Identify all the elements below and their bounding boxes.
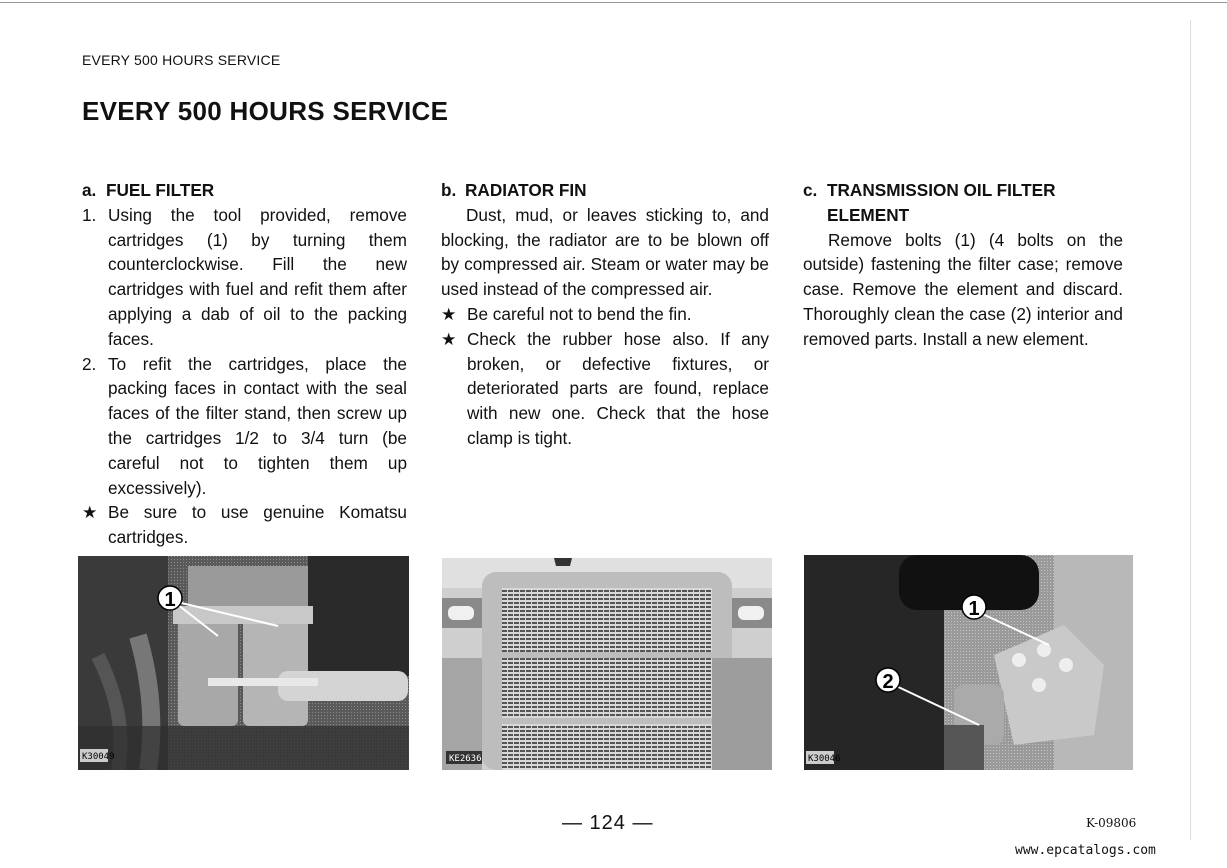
- page-number: — 124 —: [562, 812, 654, 834]
- section-letter: a.: [82, 180, 97, 200]
- running-head: EVERY 500 HOURS SERVICE: [82, 52, 281, 68]
- document-number: K-09806: [1086, 816, 1137, 830]
- section-paragraph: Remove bolts (1) (4 bolts on the outside) fastening the filter case; remove case. Remove the element and discard. Thoroughly clean the case (2) interior and removed parts. Install a new element.: [803, 229, 1123, 349]
- list-item: [441, 327, 769, 451]
- section-heading: [82, 178, 407, 203]
- list-item: [82, 500, 407, 550]
- section-letter: b.: [441, 180, 457, 200]
- item-text: Using the tool provided, remove cartridges (1) by turning them counterclockwise. Fill the new cartridges with fuel and refit them after applying a dab of oil to the packing faces.: [108, 204, 407, 349]
- section-title: RADIATOR FIN: [465, 180, 587, 200]
- section-radiator-fin: [441, 178, 769, 451]
- star-icon: ★: [441, 303, 457, 324]
- photo-code: K30049: [82, 752, 115, 762]
- callout-1: 1: [968, 598, 980, 620]
- item-marker: 2.: [82, 353, 97, 374]
- radiator-photo: [442, 558, 772, 772]
- callout-1: 1: [164, 589, 176, 611]
- section-paragraph: Dust, mud, or leaves sticking to, and blocking, the radiator are to be blown off by compressed air. Steam or water may be used instead of the compressed air.: [441, 204, 769, 300]
- fuel-filter-photo: [78, 556, 409, 770]
- item-marker: 1.: [82, 204, 97, 225]
- watermark-link[interactable]: www.epcatalogs.com: [1015, 843, 1156, 858]
- photo-code: KE2636: [449, 754, 482, 764]
- section-fuel-filter: [82, 178, 407, 550]
- star-icon: ★: [82, 502, 98, 523]
- list-item: [82, 352, 407, 501]
- star-icon: ★: [441, 328, 457, 349]
- section-title: FUEL FILTER: [106, 180, 215, 200]
- callout-2: 2: [882, 671, 894, 693]
- photo-code: K30046: [808, 754, 841, 764]
- item-text: Be sure to use genuine Komatsu cartridges.: [108, 502, 407, 548]
- transmission-filter-photo: [804, 555, 1133, 770]
- item-text: Be careful not to bend the fin.: [467, 303, 692, 324]
- section-transmission-oil-filter: [803, 178, 1123, 352]
- page-title: EVERY 500 HOURS SERVICE: [82, 96, 449, 126]
- list-item: [82, 203, 407, 352]
- list-item: [441, 302, 769, 327]
- top-rule: [0, 2, 1227, 3]
- item-text: Check the rubber hose also. If any broken, or defective fixtures, or deteriorated parts are found, replace with new one. Check that the hose clamp is tight.: [467, 328, 769, 448]
- section-heading: [441, 178, 769, 203]
- right-margin-rule: [1190, 20, 1191, 840]
- section-letter: c.: [803, 180, 818, 200]
- section-heading: [803, 178, 1123, 228]
- section-title: TRANSMISSION OIL FILTER ELEMENT: [827, 180, 1056, 225]
- item-text: To refit the cartridges, place the packing faces in contact with the seal faces of the filter stand, then screw up the cartridges 1/2 to 3/4 turn (be careful not to tighten them up excessively).: [108, 353, 407, 498]
